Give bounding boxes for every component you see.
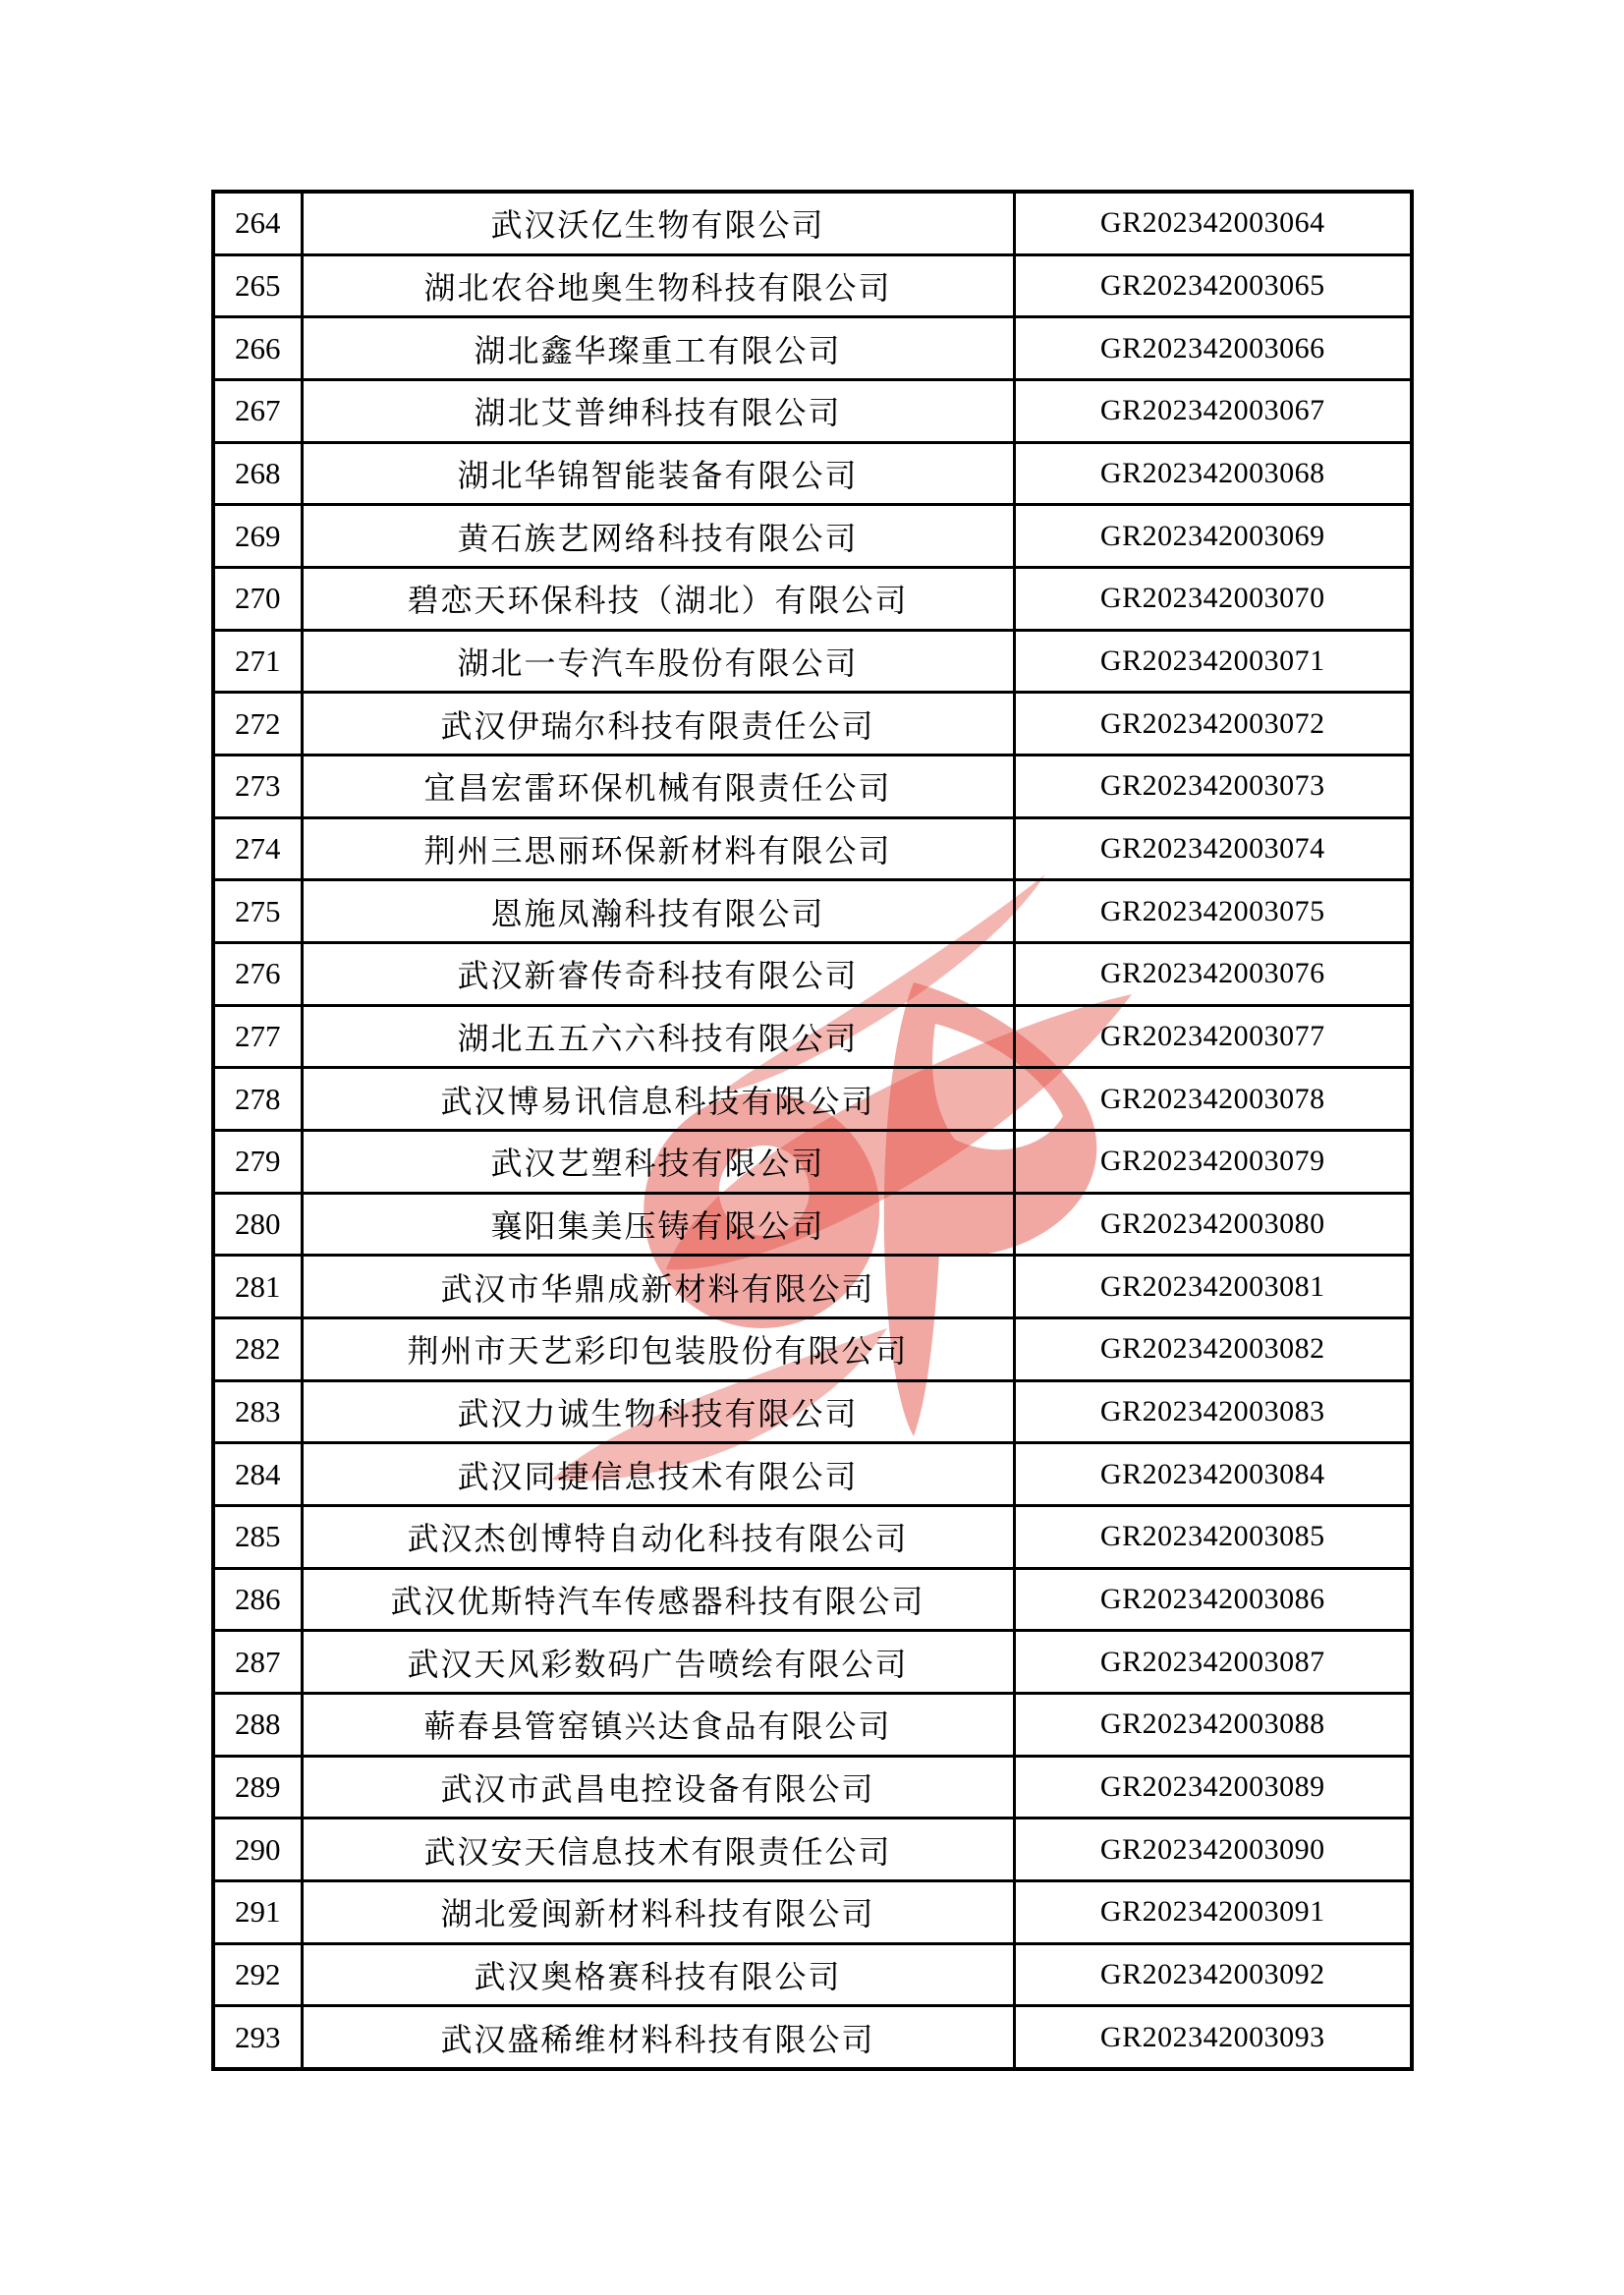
table-row (213, 880, 1412, 943)
certificate-code-cell: GR202342003064 (1014, 192, 1412, 254)
certificate-code-cell: GR202342003083 (1014, 1380, 1412, 1443)
table-row (213, 442, 1412, 505)
certificate-code-cell: GR202342003081 (1014, 1256, 1412, 1318)
company-name-cell: 武汉博易讯信息科技有限公司 (302, 1068, 1014, 1131)
certificate-code-cell: GR202342003092 (1014, 1943, 1412, 2006)
row-number-cell: 293 (213, 2006, 302, 2069)
row-number-cell: 277 (213, 1005, 302, 1068)
company-name-cell: 蕲春县管窑镇兴达食品有限公司 (302, 1693, 1014, 1756)
table-row (213, 2006, 1412, 2069)
table-row (213, 1505, 1412, 1568)
row-number-cell: 289 (213, 1756, 302, 1819)
table-row (213, 1631, 1412, 1694)
row-number-cell: 285 (213, 1505, 302, 1568)
table-row (213, 693, 1412, 756)
row-number-cell: 273 (213, 756, 302, 818)
row-number-cell: 269 (213, 505, 302, 568)
row-number-cell: 286 (213, 1568, 302, 1631)
row-number-cell: 288 (213, 1693, 302, 1756)
certificate-code-cell: GR202342003066 (1014, 317, 1412, 380)
company-name-cell: 湖北五五六六科技有限公司 (302, 1005, 1014, 1068)
registry-table (211, 190, 1414, 2071)
table-row (213, 1756, 1412, 1819)
row-number-cell: 292 (213, 1943, 302, 2006)
company-name-cell: 武汉市华鼎成新材料有限公司 (302, 1256, 1014, 1318)
company-name-cell: 武汉艺塑科技有限公司 (302, 1130, 1014, 1193)
company-name-cell: 武汉奥格赛科技有限公司 (302, 1943, 1014, 2006)
table-row (213, 1880, 1412, 1943)
certificate-code-cell: GR202342003072 (1014, 693, 1412, 756)
table-row (213, 192, 1412, 254)
table-row (213, 630, 1412, 693)
company-name-cell: 湖北一专汽车股份有限公司 (302, 630, 1014, 693)
row-number-cell: 276 (213, 943, 302, 1006)
company-name-cell: 黄石族艺网络科技有限公司 (302, 505, 1014, 568)
company-name-cell: 武汉沃亿生物有限公司 (302, 192, 1014, 254)
company-name-cell: 武汉力诚生物科技有限公司 (302, 1380, 1014, 1443)
certificate-code-cell: GR202342003070 (1014, 568, 1412, 631)
row-number-cell: 268 (213, 442, 302, 505)
table-row (213, 1443, 1412, 1506)
company-name-cell: 荆州市天艺彩印包装股份有限公司 (302, 1317, 1014, 1380)
company-name-cell: 武汉盛稀维材料科技有限公司 (302, 2006, 1014, 2069)
certificate-code-cell: GR202342003088 (1014, 1693, 1412, 1756)
certificate-code-cell: GR202342003089 (1014, 1756, 1412, 1819)
certificate-code-cell: GR202342003077 (1014, 1005, 1412, 1068)
row-number-cell: 281 (213, 1256, 302, 1318)
row-number-cell: 267 (213, 380, 302, 443)
row-number-cell: 290 (213, 1819, 302, 1881)
company-name-cell: 湖北华锦智能装备有限公司 (302, 442, 1014, 505)
table-row (213, 943, 1412, 1006)
table-row (213, 1068, 1412, 1131)
certificate-code-cell: GR202342003079 (1014, 1130, 1412, 1193)
certificate-code-cell: GR202342003082 (1014, 1317, 1412, 1380)
table-row (213, 1005, 1412, 1068)
certificate-code-cell: GR202342003074 (1014, 817, 1412, 880)
certificate-code-cell: GR202342003065 (1014, 254, 1412, 317)
table-row (213, 1317, 1412, 1380)
row-number-cell: 280 (213, 1193, 302, 1256)
table-row (213, 317, 1412, 380)
company-name-cell: 湖北爱闽新材料科技有限公司 (302, 1880, 1014, 1943)
certificate-code-cell: GR202342003076 (1014, 943, 1412, 1006)
certificate-code-cell: GR202342003087 (1014, 1631, 1412, 1694)
row-number-cell: 265 (213, 254, 302, 317)
row-number-cell: 270 (213, 568, 302, 631)
table-row (213, 505, 1412, 568)
table-row (213, 568, 1412, 631)
company-name-cell: 武汉市武昌电控设备有限公司 (302, 1756, 1014, 1819)
row-number-cell: 284 (213, 1443, 302, 1506)
certificate-code-cell: GR202342003078 (1014, 1068, 1412, 1131)
company-name-cell: 碧恋天环保科技（湖北）有限公司 (302, 568, 1014, 631)
certificate-code-cell: GR202342003091 (1014, 1880, 1412, 1943)
certificate-code-cell: GR202342003068 (1014, 442, 1412, 505)
certificate-code-cell: GR202342003086 (1014, 1568, 1412, 1631)
certificate-code-cell: GR202342003080 (1014, 1193, 1412, 1256)
row-number-cell: 282 (213, 1317, 302, 1380)
certificate-code-cell: GR202342003067 (1014, 380, 1412, 443)
table-row (213, 1819, 1412, 1881)
company-name-cell: 湖北农谷地奥生物科技有限公司 (302, 254, 1014, 317)
table-row (213, 817, 1412, 880)
table-row (213, 1568, 1412, 1631)
company-name-cell: 湖北鑫华璨重工有限公司 (302, 317, 1014, 380)
row-number-cell: 283 (213, 1380, 302, 1443)
row-number-cell: 264 (213, 192, 302, 254)
company-name-cell: 武汉新睿传奇科技有限公司 (302, 943, 1014, 1006)
row-number-cell: 272 (213, 693, 302, 756)
company-name-cell: 武汉安天信息技术有限责任公司 (302, 1819, 1014, 1881)
certificate-code-cell: GR202342003069 (1014, 505, 1412, 568)
company-name-cell: 武汉杰创博特自动化科技有限公司 (302, 1505, 1014, 1568)
row-number-cell: 291 (213, 1880, 302, 1943)
certificate-code-cell: GR202342003073 (1014, 756, 1412, 818)
certificate-code-cell: GR202342003084 (1014, 1443, 1412, 1506)
table-row (213, 1380, 1412, 1443)
row-number-cell: 287 (213, 1631, 302, 1694)
table-row (213, 1256, 1412, 1318)
company-name-cell: 恩施凤瀚科技有限公司 (302, 880, 1014, 943)
company-name-cell: 武汉优斯特汽车传感器科技有限公司 (302, 1568, 1014, 1631)
row-number-cell: 274 (213, 817, 302, 880)
table-row (213, 756, 1412, 818)
certificate-code-cell: GR202342003071 (1014, 630, 1412, 693)
table-row (213, 1693, 1412, 1756)
row-number-cell: 275 (213, 880, 302, 943)
table-row (213, 380, 1412, 443)
company-name-cell: 湖北艾普绅科技有限公司 (302, 380, 1014, 443)
table-row (213, 1193, 1412, 1256)
company-name-cell: 荆州三思丽环保新材料有限公司 (302, 817, 1014, 880)
company-name-cell: 武汉伊瑞尔科技有限责任公司 (302, 693, 1014, 756)
certificate-code-cell: GR202342003093 (1014, 2006, 1412, 2069)
company-name-cell: 宜昌宏雷环保机械有限责任公司 (302, 756, 1014, 818)
certificate-code-cell: GR202342003090 (1014, 1819, 1412, 1881)
company-name-cell: 襄阳集美压铸有限公司 (302, 1193, 1014, 1256)
company-name-cell: 武汉同捷信息技术有限公司 (302, 1443, 1014, 1506)
certificate-code-cell: GR202342003075 (1014, 880, 1412, 943)
table-row (213, 1130, 1412, 1193)
row-number-cell: 279 (213, 1130, 302, 1193)
company-name-cell: 武汉天风彩数码广告喷绘有限公司 (302, 1631, 1014, 1694)
certificate-code-cell: GR202342003085 (1014, 1505, 1412, 1568)
row-number-cell: 266 (213, 317, 302, 380)
table-row (213, 1943, 1412, 2006)
row-number-cell: 278 (213, 1068, 302, 1131)
row-number-cell: 271 (213, 630, 302, 693)
table-row (213, 254, 1412, 317)
